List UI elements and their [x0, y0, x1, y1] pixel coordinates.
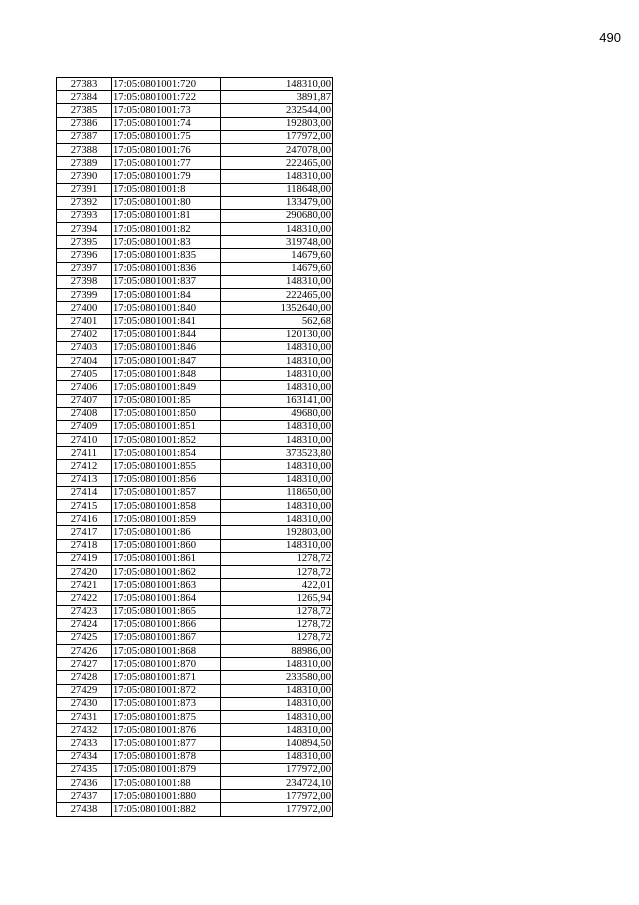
- row-number-cell: 27423: [57, 605, 112, 618]
- row-number-cell: 27392: [57, 196, 112, 209]
- cadastral-value-cell: 148310,00: [221, 354, 333, 367]
- cadastral-value-cell: 148310,00: [221, 750, 333, 763]
- table-row: [57, 539, 333, 552]
- row-number-cell: 27411: [57, 447, 112, 460]
- cadastral-number-cell: 17:05:0801001:851: [112, 420, 221, 433]
- row-number-cell: 27425: [57, 631, 112, 644]
- table-row: [57, 552, 333, 565]
- cadastral-value-cell: 234724,10: [221, 776, 333, 789]
- cadastral-number-cell: 17:05:0801001:855: [112, 460, 221, 473]
- cadastral-number-cell: 17:05:0801001:852: [112, 434, 221, 447]
- cadastral-value-cell: 118650,00: [221, 486, 333, 499]
- cadastral-number-cell: 17:05:0801001:876: [112, 724, 221, 737]
- cadastral-number-cell: 17:05:0801001:835: [112, 249, 221, 262]
- cadastral-number-cell: 17:05:0801001:860: [112, 539, 221, 552]
- table-row: [57, 143, 333, 156]
- cadastral-number-cell: 17:05:0801001:868: [112, 645, 221, 658]
- cadastral-value-cell: 1265,94: [221, 592, 333, 605]
- cadastral-number-cell: 17:05:0801001:871: [112, 671, 221, 684]
- cadastral-number-cell: 17:05:0801001:848: [112, 368, 221, 381]
- table-row: [57, 486, 333, 499]
- row-number-cell: 27433: [57, 737, 112, 750]
- table-row: [57, 420, 333, 433]
- cadastral-number-cell: 17:05:0801001:83: [112, 236, 221, 249]
- cadastral-value-cell: 222465,00: [221, 289, 333, 302]
- table-row: [57, 183, 333, 196]
- row-number-cell: 27424: [57, 618, 112, 631]
- row-number-cell: 27393: [57, 209, 112, 222]
- row-number-cell: 27437: [57, 790, 112, 803]
- table-row: [57, 130, 333, 143]
- table-row: [57, 249, 333, 262]
- cadastral-number-cell: 17:05:0801001:80: [112, 196, 221, 209]
- cadastral-number-cell: 17:05:0801001:75: [112, 130, 221, 143]
- row-number-cell: 27406: [57, 381, 112, 394]
- cadastral-number-cell: 17:05:0801001:82: [112, 223, 221, 236]
- cadastral-value-cell: 148310,00: [221, 539, 333, 552]
- row-number-cell: 27413: [57, 473, 112, 486]
- cadastral-value-cell: 247078,00: [221, 143, 333, 156]
- cadastral-value-cell: 148310,00: [221, 381, 333, 394]
- table-row: [57, 407, 333, 420]
- cadastral-number-cell: 17:05:0801001:849: [112, 381, 221, 394]
- table-row: [57, 671, 333, 684]
- table-row: [57, 473, 333, 486]
- cadastral-value-cell: 148310,00: [221, 697, 333, 710]
- table-row: [57, 737, 333, 750]
- cadastral-number-cell: 17:05:0801001:73: [112, 104, 221, 117]
- table-row: [57, 381, 333, 394]
- cadastral-value-cell: 148310,00: [221, 460, 333, 473]
- table-row: [57, 341, 333, 354]
- table-row: [57, 328, 333, 341]
- table-row: [57, 803, 333, 816]
- table-row: [57, 592, 333, 605]
- table-row: [57, 658, 333, 671]
- cadastral-number-cell: 17:05:0801001:81: [112, 209, 221, 222]
- cadastral-value-cell: 177972,00: [221, 763, 333, 776]
- row-number-cell: 27388: [57, 143, 112, 156]
- table-row: [57, 275, 333, 288]
- cadastral-value-cell: 1278,72: [221, 565, 333, 578]
- cadastral-number-cell: 17:05:0801001:882: [112, 803, 221, 816]
- row-number-cell: 27434: [57, 750, 112, 763]
- table-body: [57, 78, 333, 817]
- table-row: [57, 460, 333, 473]
- cadastral-number-cell: 17:05:0801001:844: [112, 328, 221, 341]
- cadastral-number-cell: 17:05:0801001:88: [112, 776, 221, 789]
- cadastral-value-cell: 148310,00: [221, 711, 333, 724]
- cadastral-number-cell: 17:05:0801001:84: [112, 289, 221, 302]
- table-row: [57, 763, 333, 776]
- cadastral-number-cell: 17:05:0801001:866: [112, 618, 221, 631]
- row-number-cell: 27404: [57, 354, 112, 367]
- cadastral-value-cell: 319748,00: [221, 236, 333, 249]
- row-number-cell: 27421: [57, 579, 112, 592]
- table-row: [57, 354, 333, 367]
- table-row: [57, 565, 333, 578]
- cadastral-number-cell: 17:05:0801001:872: [112, 684, 221, 697]
- cadastral-value-cell: 118648,00: [221, 183, 333, 196]
- cadastral-value-cell: 290680,00: [221, 209, 333, 222]
- table-row: [57, 776, 333, 789]
- table-row: [57, 579, 333, 592]
- cadastral-number-cell: 17:05:0801001:867: [112, 631, 221, 644]
- cadastral-number-cell: 17:05:0801001:722: [112, 91, 221, 104]
- table-row: [57, 526, 333, 539]
- cadastral-number-cell: 17:05:0801001:856: [112, 473, 221, 486]
- cadastral-number-cell: 17:05:0801001:880: [112, 790, 221, 803]
- row-number-cell: 27407: [57, 394, 112, 407]
- table-row: [57, 223, 333, 236]
- cadastral-value-cell: 148310,00: [221, 658, 333, 671]
- table-row: [57, 605, 333, 618]
- cadastral-value-cell: 1278,72: [221, 631, 333, 644]
- table-row: [57, 302, 333, 315]
- cadastral-value-cell: 192803,00: [221, 526, 333, 539]
- table-row: [57, 196, 333, 209]
- cadastral-number-cell: 17:05:0801001:879: [112, 763, 221, 776]
- table-row: [57, 289, 333, 302]
- row-number-cell: 27410: [57, 434, 112, 447]
- table-row: [57, 91, 333, 104]
- cadastral-number-cell: 17:05:0801001:864: [112, 592, 221, 605]
- cadastral-value-cell: 148310,00: [221, 684, 333, 697]
- row-number-cell: 27416: [57, 513, 112, 526]
- cadastral-value-cell: 177972,00: [221, 790, 333, 803]
- table-row: [57, 697, 333, 710]
- cadastral-number-cell: 17:05:0801001:862: [112, 565, 221, 578]
- cadastral-value-cell: 1352640,00: [221, 302, 333, 315]
- row-number-cell: 27403: [57, 341, 112, 354]
- row-number-cell: 27409: [57, 420, 112, 433]
- row-number-cell: 27417: [57, 526, 112, 539]
- row-number-cell: 27397: [57, 262, 112, 275]
- table-row: [57, 684, 333, 697]
- row-number-cell: 27438: [57, 803, 112, 816]
- cadastral-number-cell: 17:05:0801001:720: [112, 78, 221, 91]
- cadastral-number-cell: 17:05:0801001:74: [112, 117, 221, 130]
- cadastral-number-cell: 17:05:0801001:837: [112, 275, 221, 288]
- cadastral-value-cell: 148310,00: [221, 434, 333, 447]
- cadastral-value-cell: 148310,00: [221, 500, 333, 513]
- row-number-cell: 27436: [57, 776, 112, 789]
- cadastral-value-cell: 14679,60: [221, 249, 333, 262]
- cadastral-value-cell: 1278,72: [221, 618, 333, 631]
- cadastral-value-cell: 222465,00: [221, 157, 333, 170]
- cadastral-number-cell: 17:05:0801001:865: [112, 605, 221, 618]
- row-number-cell: 27399: [57, 289, 112, 302]
- cadastral-value-cell: 422,01: [221, 579, 333, 592]
- row-number-cell: 27419: [57, 552, 112, 565]
- cadastral-value-cell: 562,68: [221, 315, 333, 328]
- row-number-cell: 27394: [57, 223, 112, 236]
- cadastral-number-cell: 17:05:0801001:841: [112, 315, 221, 328]
- row-number-cell: 27384: [57, 91, 112, 104]
- cadastral-number-cell: 17:05:0801001:873: [112, 697, 221, 710]
- table-row: [57, 447, 333, 460]
- table-row: [57, 78, 333, 91]
- table-row: [57, 157, 333, 170]
- cadastral-number-cell: 17:05:0801001:878: [112, 750, 221, 763]
- row-number-cell: 27418: [57, 539, 112, 552]
- row-number-cell: 27432: [57, 724, 112, 737]
- cadastral-number-cell: 17:05:0801001:836: [112, 262, 221, 275]
- cadastral-number-cell: 17:05:0801001:8: [112, 183, 221, 196]
- table-row: [57, 750, 333, 763]
- row-number-cell: 27390: [57, 170, 112, 183]
- cadastral-number-cell: 17:05:0801001:858: [112, 500, 221, 513]
- cadastral-value-cell: 148310,00: [221, 275, 333, 288]
- table-row: [57, 434, 333, 447]
- cadastral-number-cell: 17:05:0801001:76: [112, 143, 221, 156]
- cadastral-value-cell: 3891,87: [221, 91, 333, 104]
- table-row: [57, 368, 333, 381]
- row-number-cell: 27435: [57, 763, 112, 776]
- row-number-cell: 27415: [57, 500, 112, 513]
- row-number-cell: 27396: [57, 249, 112, 262]
- cadastral-number-cell: 17:05:0801001:870: [112, 658, 221, 671]
- table-row: [57, 724, 333, 737]
- cadastral-value-cell: 148310,00: [221, 368, 333, 381]
- cadastral-number-cell: 17:05:0801001:840: [112, 302, 221, 315]
- row-number-cell: 27398: [57, 275, 112, 288]
- cadastral-value-cell: 148310,00: [221, 170, 333, 183]
- row-number-cell: 27402: [57, 328, 112, 341]
- table-row: [57, 500, 333, 513]
- cadastral-value-cell: 192803,00: [221, 117, 333, 130]
- cadastral-number-cell: 17:05:0801001:85: [112, 394, 221, 407]
- cadastral-value-cell: 148310,00: [221, 473, 333, 486]
- cadastral-value-cell: 163141,00: [221, 394, 333, 407]
- cadastral-value-cell: 148310,00: [221, 341, 333, 354]
- cadastral-number-cell: 17:05:0801001:850: [112, 407, 221, 420]
- cadastral-value-cell: 373523,80: [221, 447, 333, 460]
- cadastral-number-cell: 17:05:0801001:877: [112, 737, 221, 750]
- cadastral-value-cell: 148310,00: [221, 724, 333, 737]
- row-number-cell: 27420: [57, 565, 112, 578]
- cadastral-value-cell: 140894,50: [221, 737, 333, 750]
- row-number-cell: 27391: [57, 183, 112, 196]
- cadastral-value-cell: 148310,00: [221, 78, 333, 91]
- row-number-cell: 27389: [57, 157, 112, 170]
- cadastral-number-cell: 17:05:0801001:846: [112, 341, 221, 354]
- cadastral-number-cell: 17:05:0801001:847: [112, 354, 221, 367]
- row-number-cell: 27429: [57, 684, 112, 697]
- cadastral-number-cell: 17:05:0801001:857: [112, 486, 221, 499]
- row-number-cell: 27412: [57, 460, 112, 473]
- row-number-cell: 27422: [57, 592, 112, 605]
- cadastral-value-cell: 133479,00: [221, 196, 333, 209]
- cadastral-number-cell: 17:05:0801001:861: [112, 552, 221, 565]
- row-number-cell: 27395: [57, 236, 112, 249]
- cadastral-value-cell: 148310,00: [221, 223, 333, 236]
- row-number-cell: 27387: [57, 130, 112, 143]
- row-number-cell: 27401: [57, 315, 112, 328]
- table-row: [57, 170, 333, 183]
- table-row: [57, 645, 333, 658]
- table-row: [57, 711, 333, 724]
- cadastral-value-cell: 120130,00: [221, 328, 333, 341]
- row-number-cell: 27383: [57, 78, 112, 91]
- row-number-cell: 27385: [57, 104, 112, 117]
- row-number-cell: 27414: [57, 486, 112, 499]
- table-row: [57, 631, 333, 644]
- row-number-cell: 27408: [57, 407, 112, 420]
- row-number-cell: 27428: [57, 671, 112, 684]
- cadastral-number-cell: 17:05:0801001:86: [112, 526, 221, 539]
- cadastral-number-cell: 17:05:0801001:875: [112, 711, 221, 724]
- table-row: [57, 394, 333, 407]
- row-number-cell: 27426: [57, 645, 112, 658]
- table-row: [57, 236, 333, 249]
- cadastral-value-table: [56, 77, 333, 817]
- table-row: [57, 513, 333, 526]
- cadastral-value-cell: 88986,00: [221, 645, 333, 658]
- cadastral-number-cell: 17:05:0801001:77: [112, 157, 221, 170]
- cadastral-value-cell: 1278,72: [221, 605, 333, 618]
- cadastral-value-cell: 177972,00: [221, 803, 333, 816]
- row-number-cell: 27427: [57, 658, 112, 671]
- row-number-cell: 27430: [57, 697, 112, 710]
- table-row: [57, 618, 333, 631]
- page-number: 490: [599, 30, 621, 45]
- table-row: [57, 262, 333, 275]
- table-row: [57, 104, 333, 117]
- cadastral-number-cell: 17:05:0801001:859: [112, 513, 221, 526]
- table-row: [57, 315, 333, 328]
- cadastral-value-cell: 14679,60: [221, 262, 333, 275]
- cadastral-value-cell: 177972,00: [221, 130, 333, 143]
- cadastral-value-cell: 233580,00: [221, 671, 333, 684]
- cadastral-value-cell: 1278,72: [221, 552, 333, 565]
- row-number-cell: 27405: [57, 368, 112, 381]
- table-row: [57, 209, 333, 222]
- row-number-cell: 27400: [57, 302, 112, 315]
- cadastral-number-cell: 17:05:0801001:854: [112, 447, 221, 460]
- table-row: [57, 117, 333, 130]
- cadastral-value-cell: 232544,00: [221, 104, 333, 117]
- cadastral-value-cell: 148310,00: [221, 513, 333, 526]
- cadastral-number-cell: 17:05:0801001:79: [112, 170, 221, 183]
- row-number-cell: 27431: [57, 711, 112, 724]
- row-number-cell: 27386: [57, 117, 112, 130]
- cadastral-number-cell: 17:05:0801001:863: [112, 579, 221, 592]
- cadastral-value-cell: 148310,00: [221, 420, 333, 433]
- cadastral-value-cell: 49680,00: [221, 407, 333, 420]
- table-row: [57, 790, 333, 803]
